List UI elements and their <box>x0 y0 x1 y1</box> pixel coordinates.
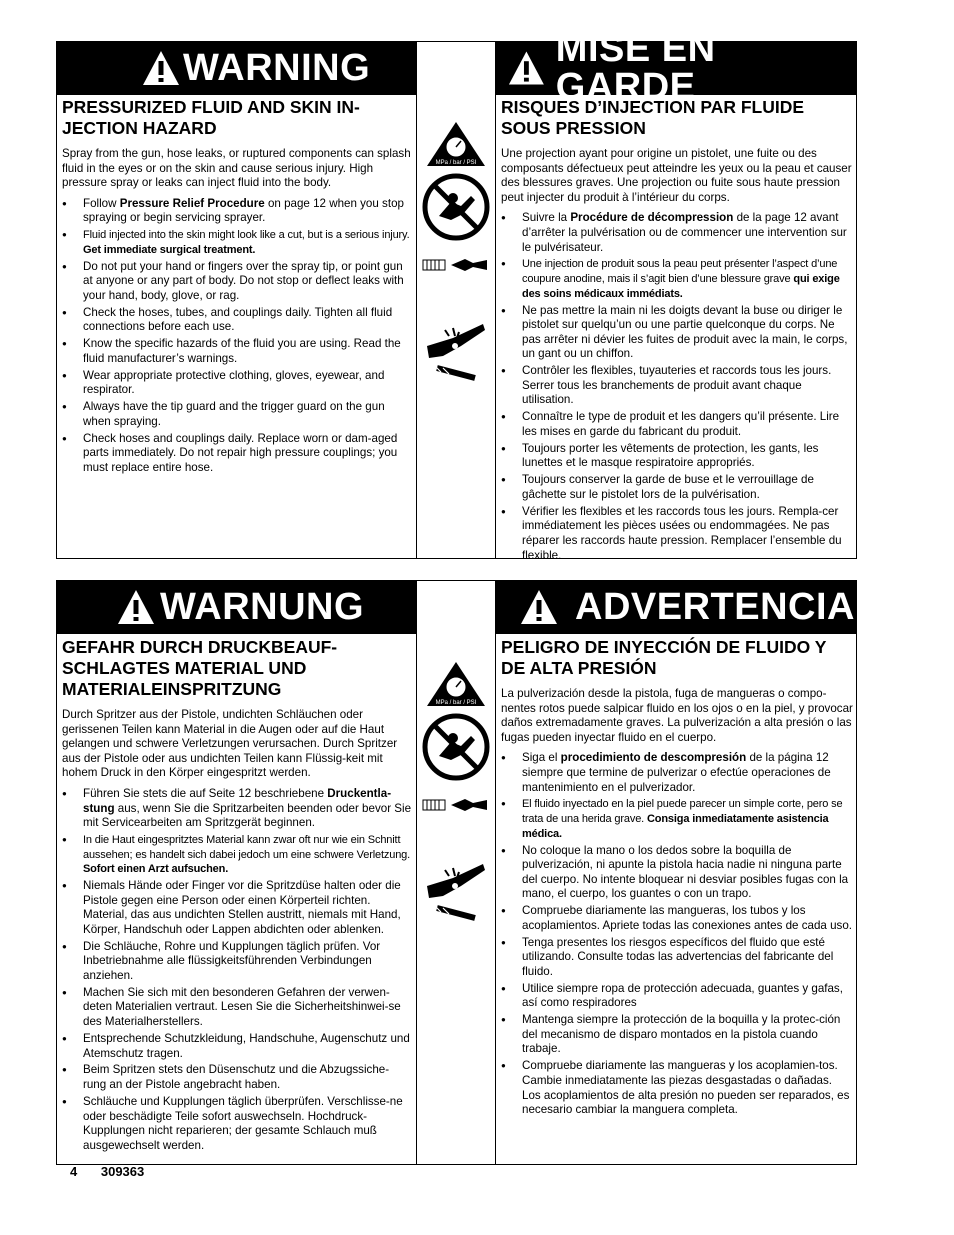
warning-triangle-icon <box>507 49 546 87</box>
item-text: Check the hoses, tubes, and couplings daily. Tighten all fluid connections before each use. <box>83 305 393 334</box>
item-emphasis: Sofort einen Arzt aufsuchen. <box>83 863 229 876</box>
list-item <box>62 1063 412 1092</box>
section-intro: Spray from the gun, hose leaks, or ruptured components can splash fluid in the eyes or on the skin and cause serious injury. High pressure spray or leaks can inject fluid into the body. <box>62 147 411 190</box>
page-footer <box>70 1164 144 1179</box>
pressure-gauge-icon <box>425 120 487 168</box>
list-item <box>62 228 412 257</box>
page-number: 4 <box>70 1164 78 1179</box>
item-text: In die Haut eingespritztes Material kann zwar oft nur wie ein Schnitt aussehen; es handelt sich dabei jedoch um eine schwere Verletzung. <box>83 834 411 861</box>
item-text: Compruebe diariamente las mangueras y los acoplamien-tos. Cambie inmediatamente las piezas desgastadas o dañadas. Los acoplamientos de alta presión no pueden ser reparados, es necesario cambiar la manguera completa. <box>522 1059 850 1117</box>
item-emphasis: procedimiento de descompresión <box>560 751 747 765</box>
list-item <box>62 879 412 937</box>
item-text: Check hoses and couplings daily. Replace worn or dam-aged parts immediately. Do not repair high pressure couplings; you must replace entire hose. <box>83 431 398 474</box>
banner-title: WARNING <box>183 47 371 89</box>
item-emphasis: Get immediate surgical treatment. <box>83 243 256 256</box>
section-en <box>62 97 412 478</box>
item-text: Entsprechende Schutzkleidung, Handschuhe, Augenschutz und Atemschutz tragen. <box>83 1031 410 1060</box>
item-text: Contrôler les flexibles, tuyauteries et raccords tous les jours. Serrer tous les branchements de produit avant chaque utilisation. <box>522 364 832 407</box>
gauge-label: MPa / bar / PSI <box>435 160 477 166</box>
list-item <box>62 337 412 366</box>
list-item <box>501 844 853 902</box>
list-item <box>501 1059 853 1117</box>
list-item <box>62 432 412 476</box>
item-text: Connaître le type de produit et les dangers qu’il présente. Lire les mises en garde du fabricant du produit. <box>522 410 840 438</box>
list-item <box>62 369 412 398</box>
item-text: Suivre la <box>522 211 571 225</box>
list-item <box>501 751 853 795</box>
section-heading: PELIGRO DE INYECCIÓN DE FLUIDO Y DE ALTA PRESIÓN <box>501 637 827 678</box>
item-text: Schläuche und Kupplungen täglich überprüfen. Verschlisse-ne oder beschädigte Teile sofort auswechseln. Hochdruck-Kupplungen nicht reparieren; der gesamte Schlauch muß ausgewechselt werden. <box>83 1094 403 1152</box>
item-text: Die Schläuche, Rohre und Kupplungen täglich prüfen. Vor Inbetriebnahme alle flüssigkeitsführenden Verbindungen anziehen. <box>83 939 381 982</box>
item-text: Utilice siempre ropa de protección adecuada, guantes y gafas, así como respiradores <box>522 981 843 1010</box>
hand-injection-icon <box>423 316 489 386</box>
hazard-icons-top <box>417 120 495 386</box>
pressure-gauge-icon <box>425 660 487 708</box>
list-item <box>62 306 412 335</box>
list-item <box>62 787 412 831</box>
item-emphasis: Pressure Relief Procedure <box>119 196 265 210</box>
item-emphasis: Druckentla-stung <box>83 786 392 815</box>
list-item <box>62 986 412 1030</box>
warning-banner-fr <box>495 28 857 108</box>
section-es <box>501 637 853 1120</box>
item-text: Beim Spritzen stets den Düsenschutz und die Abzugssiche-rung an der Pistole angebracht haben. <box>83 1063 390 1092</box>
item-text: Know the specific hazards of the fluid you are using. Read the fluid manufacturer’s warnings. <box>83 337 401 365</box>
bullet-list <box>62 197 412 476</box>
list-item <box>501 211 853 255</box>
item-text: Machen Sie sich mit den besonderen Gefahren der verwen-deten Materialien vertraut. Lesen Sie die Sicherheitshinwei-se des Materialherstellers. <box>83 985 401 1029</box>
item-text-continued: on page 12 when you stop spraying or begin servicing sprayer. <box>83 196 404 225</box>
item-text: Mantenga siempre la protección de la boquilla y la protec-ción del mecanismo de disparo montados en la pistola cuando trabaje. <box>522 1013 841 1056</box>
item-text: Follow <box>83 196 120 210</box>
item-text: Do not put your hand or fingers over the spray tip, or point gun at anyone or any part of body. Do not stop or deflect leaks with your hand, body, glove, or rag. <box>83 259 404 302</box>
list-item <box>501 304 853 362</box>
item-text-continued: de la page 12 avant d’arrêter la pulvérisation ou de commencer une intervention sur le pulvérisateur. <box>522 211 847 254</box>
item-text: Wear appropriate protective clothing, gloves, eyewear, and respirator. <box>83 368 385 397</box>
item-text: Niemals Hände oder Finger vor die Spritzdüse halten oder die Pistole gegen eine Person oder einen Körperteil richten. Material, das aus undichten Stellen austritt, niemals mit Hand, Körper, Handschuh oder Lappen abdichten oder ablenken. <box>83 879 401 936</box>
no-hand-icon <box>421 712 491 782</box>
item-emphasis: qui exige des soins médicaux immédiats. <box>522 273 840 300</box>
list-item <box>501 1013 853 1057</box>
list-item <box>501 410 853 439</box>
warning-banner-es <box>495 580 857 634</box>
section-intro: Durch Spritzer aus der Pistole, undichten Schläuchen oder gerissenen Teilen kann Material in die Augen oder auf die Haut gelangen und schwere Verletzungen verursachen. Durch Spritzer aus der Pistole oder aus undichten Teilen kann Flüssig-keit mit hohem Druck in den Körper eingespritzt werden. <box>62 708 398 780</box>
list-item <box>501 505 853 563</box>
section-intro: La pulverización desde la pistola, fuga de mangueras o compo-nentes rotos puede salpicar fluido en los ojos o en la piel, y provocar daños extremadamente graves. La pulverización a alta presión o las fugas pueden inyectar fluido en el cuerpo. <box>501 687 853 744</box>
list-item <box>62 833 412 877</box>
list-item <box>62 940 412 984</box>
gauge-label: MPa / bar / PSI <box>435 700 477 706</box>
warning-banner-en <box>56 41 417 95</box>
warning-triangle-icon <box>116 588 156 626</box>
item-emphasis: Procédure de décompression <box>570 211 734 225</box>
list-item <box>501 473 853 502</box>
list-item <box>501 442 853 471</box>
item-text: No coloque la mano o los dedos sobre la boquilla de pulverización, ni apunte la pistola hacia nadie ni ninguna parte del cuerpo. No intente bloquear ni desviar posibles fugas con la mano, el cuerpo, los guantes o con un trapo. <box>522 843 849 901</box>
bullet-list <box>501 211 853 563</box>
item-text: Always have the tip guard and the trigger guard on the gun when spraying. <box>83 400 385 428</box>
list-item <box>501 364 853 408</box>
section-de <box>62 637 412 1156</box>
list-item <box>62 400 412 429</box>
document-number: 309363 <box>100 1164 145 1179</box>
list-item <box>501 904 853 933</box>
banner-title: ADVERTENCIA <box>575 586 855 628</box>
item-text: Ne pas mettre la main ni les doigts devant la buse ou diriger le pistolet sur quelqu’un ou une partie quelconque du corps. Ne pas arrêter ni dévier les fuites de produit avec la main, le corps, un gant ou un chiffon. <box>522 303 848 361</box>
section-heading: RISQUES D’INJECTION PAR FLUIDE SOUS PRESSION <box>501 97 805 138</box>
bullet-list <box>501 751 853 1117</box>
bottom-divider-right <box>495 580 496 1165</box>
spray-tip-icon <box>421 794 491 816</box>
hazard-icons-bottom <box>417 660 495 926</box>
list-item <box>62 260 412 304</box>
top-divider-right <box>495 41 496 559</box>
item-text-continued: de la página 12 siempre que termine de pulverizar o efectúe operaciones de mantenimiento en el pulverizador. <box>522 751 831 794</box>
list-item <box>501 257 853 301</box>
bullet-list <box>62 787 412 1153</box>
warning-triangle-icon <box>519 588 559 626</box>
item-text: El fluido inyectado en la piel puede parecer un simple corte, pero se trata de una herida grave. <box>522 798 843 826</box>
item-text-continued: aus, wenn Sie die Spritzarbeiten beenden oder bevor Sie mit Servicearbeiten am Spritzgerät beginnen. <box>83 801 412 830</box>
spray-tip-icon <box>421 254 491 276</box>
item-text: Vérifier les flexibles et les raccords tous les jours. Rempla-cer immédiatement les pièces usées ou endommagées. Ne pas réparer les raccords haute pression. Remplacer l’ensemble du flexible. <box>522 504 842 562</box>
list-item <box>501 936 853 980</box>
warning-triangle-icon <box>141 49 181 87</box>
warning-banner-de <box>56 580 417 634</box>
item-text: Toujours conserver la garde de buse et le verrouillage de gâchette sur le pistolet lors de la pulvérisation. <box>522 473 814 501</box>
item-text: Siga el <box>522 751 561 765</box>
list-item <box>62 1095 412 1153</box>
item-text: Toujours porter les vêtements de protection, les gants, les lunettes et le masque respiratoire appropriés. <box>522 441 819 470</box>
item-text: Tenga presentes los riesgos específicos del fluido que esté utilizando. Consulte todas las advertencias del fabricante del fluido. <box>522 935 834 978</box>
banner-title: WARNUNG <box>160 586 365 628</box>
item-emphasis: Consiga inmediatamente asistencia médica. <box>522 813 829 840</box>
no-hand-icon <box>421 172 491 242</box>
list-item <box>501 797 853 841</box>
item-text: Compruebe diariamente las mangueras, los tubos y los acoplamientos. Apriete todas las conexiones antes de cada uso. <box>522 904 852 932</box>
section-heading: PRESSURIZED FLUID AND SKIN IN-JECTION HAZARD <box>62 97 360 138</box>
item-text: Une injection de produit sous la peau peut présenter l’aspect d’une coupure anodine, mais il s’agit bien d’une blessure grave <box>522 258 838 286</box>
item-text: Fluid injected into the skin might look like a cut, but is a serious injury. <box>83 229 410 242</box>
list-item <box>501 982 853 1011</box>
banner-title: MISE EN GARDE <box>555 28 716 108</box>
list-item <box>62 1032 412 1061</box>
section-fr <box>501 97 853 565</box>
section-heading: GEFAHR DURCH DRUCKBEAUF-SCHLAGTES MATERIAL UND MATERIALEINSPRITZUNG <box>62 637 338 699</box>
section-intro: Une projection ayant pour origine un pistolet, une fuite ou des composants défectueux peut atteindre les yeux ou la peau et causer des blessures graves. Une projection ou fuite sous haute pression peut injecter du produit à l’intérieur du corps. <box>501 147 852 204</box>
hand-injection-icon <box>423 856 489 926</box>
item-text: Führen Sie stets die auf Seite 12 beschriebene <box>83 786 328 800</box>
list-item <box>62 197 412 226</box>
